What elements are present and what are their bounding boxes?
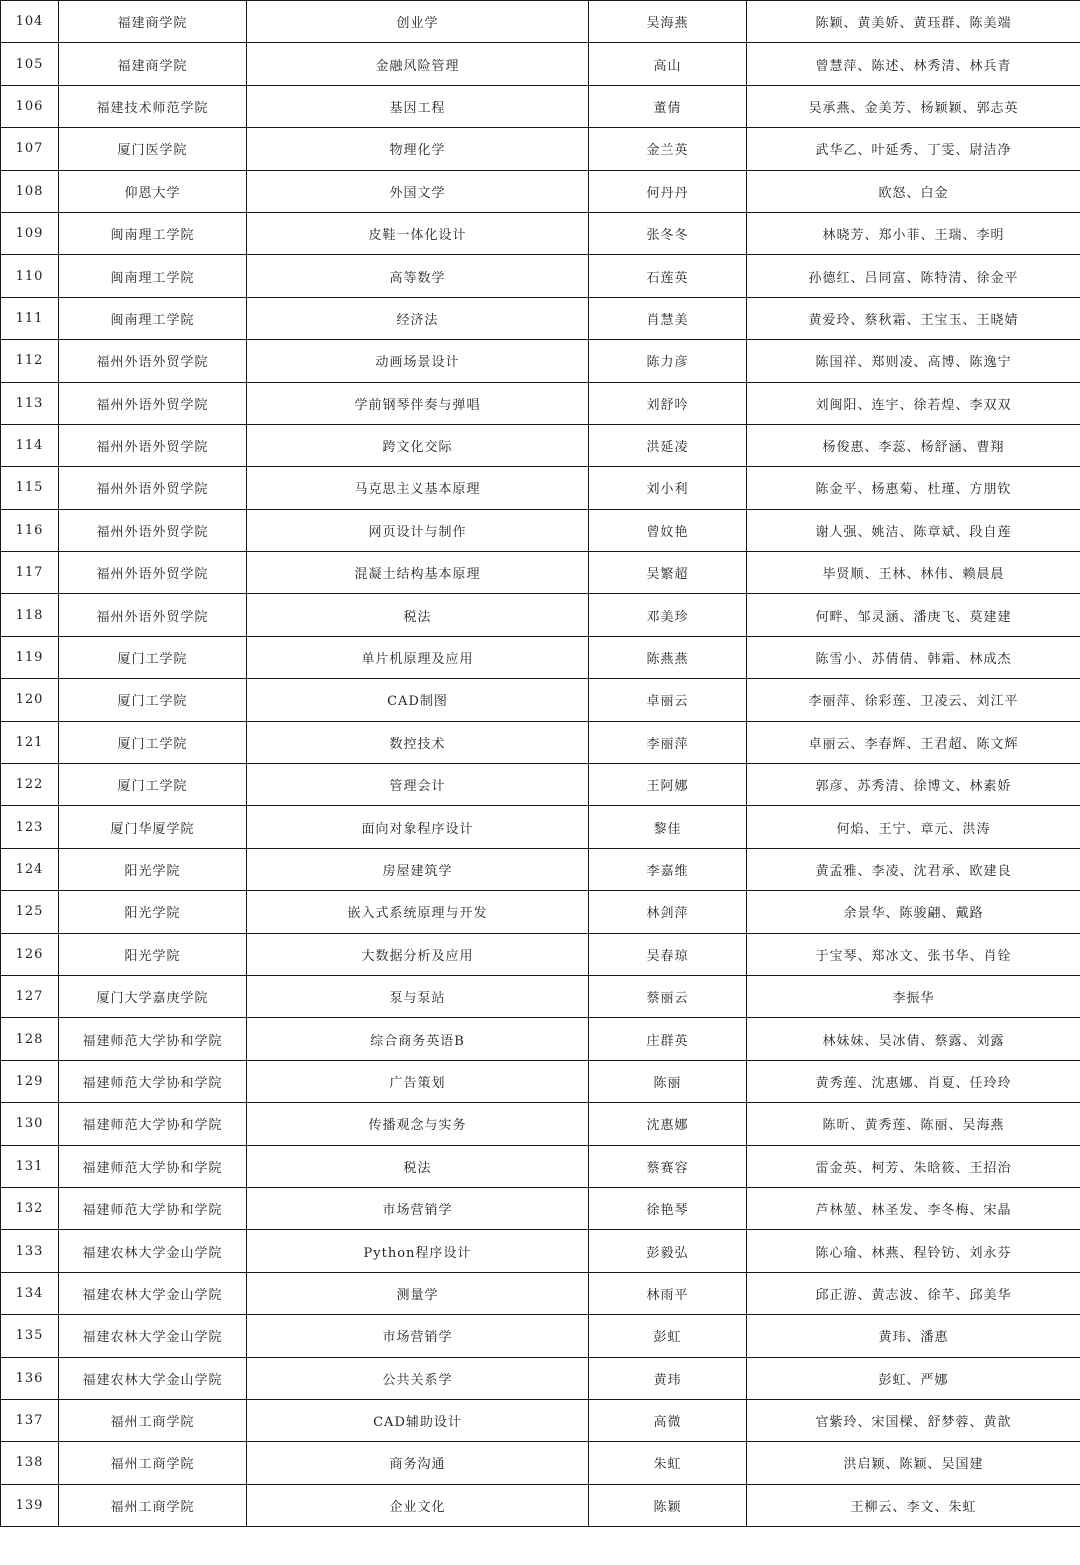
team-members-cell: 雷金英、柯芳、朱晗筱、王招治	[747, 1145, 1080, 1187]
row-number-cell: 108	[1, 170, 59, 212]
table-row	[1, 297, 1080, 339]
course-name-cell: 市场营销学	[247, 1187, 589, 1229]
course-name-cell: 混凝土结构基本原理	[247, 552, 589, 594]
school-cell: 福州外语外贸学院	[59, 594, 247, 636]
course-leader-cell: 刘小利	[589, 467, 747, 509]
team-members-cell: 洪启颖、陈颖、吴国建	[747, 1442, 1080, 1484]
course-leader-cell: 蔡赛容	[589, 1145, 747, 1187]
team-members-cell: 毕贤顺、王林、林伟、赖晨晨	[747, 552, 1080, 594]
table-row	[1, 594, 1080, 636]
course-name-cell: 数控技术	[247, 721, 589, 763]
school-cell: 厦门工学院	[59, 721, 247, 763]
table-row	[1, 1187, 1080, 1229]
school-cell: 福州外语外贸学院	[59, 509, 247, 551]
course-name-cell: 金融风险管理	[247, 43, 589, 85]
course-name-cell: 动画场景设计	[247, 340, 589, 382]
course-leader-cell: 高微	[589, 1399, 747, 1441]
course-name-cell: 管理会计	[247, 764, 589, 806]
course-name-cell: 商务沟通	[247, 1442, 589, 1484]
row-number-cell: 107	[1, 128, 59, 170]
course-leader-cell: 刘舒吟	[589, 382, 747, 424]
team-members-cell: 孙德红、吕同富、陈特清、徐金平	[747, 255, 1080, 297]
table-row	[1, 170, 1080, 212]
table-row	[1, 552, 1080, 594]
school-cell: 福州外语外贸学院	[59, 382, 247, 424]
course-leader-cell: 邓美珍	[589, 594, 747, 636]
row-number-cell: 112	[1, 340, 59, 382]
table-row	[1, 509, 1080, 551]
row-number-cell: 131	[1, 1145, 59, 1187]
row-number-cell: 125	[1, 891, 59, 933]
course-leader-cell: 陈燕燕	[589, 636, 747, 678]
school-cell: 福州外语外贸学院	[59, 424, 247, 466]
school-cell: 福建农林大学金山学院	[59, 1315, 247, 1357]
row-number-cell: 136	[1, 1357, 59, 1399]
team-members-cell: 邱正游、黄志波、徐芊、邱美华	[747, 1272, 1080, 1314]
course-leader-cell: 吴春琼	[589, 933, 747, 975]
team-members-cell: 林晓芳、郑小菲、王瑞、李明	[747, 212, 1080, 254]
school-cell: 福建农林大学金山学院	[59, 1357, 247, 1399]
school-cell: 福建师范大学协和学院	[59, 1103, 247, 1145]
course-name-cell: 物理化学	[247, 128, 589, 170]
course-name-cell: 皮鞋一体化设计	[247, 212, 589, 254]
course-name-cell: 税法	[247, 594, 589, 636]
row-number-cell: 120	[1, 679, 59, 721]
row-number-cell: 138	[1, 1442, 59, 1484]
course-name-cell: 面向对象程序设计	[247, 806, 589, 848]
table-row	[1, 255, 1080, 297]
school-cell: 福州工商学院	[59, 1399, 247, 1441]
table-row	[1, 424, 1080, 466]
table-row	[1, 764, 1080, 806]
course-name-cell: 跨文化交际	[247, 424, 589, 466]
team-members-cell: 吴承燕、金美芳、杨颖颖、郭志英	[747, 85, 1080, 127]
table-body	[1, 1, 1080, 1527]
school-cell: 厦门华厦学院	[59, 806, 247, 848]
course-leader-cell: 陈丽	[589, 1060, 747, 1102]
team-members-cell: 黄秀莲、沈惠娜、肖夏、任玲玲	[747, 1060, 1080, 1102]
school-cell: 阳光学院	[59, 891, 247, 933]
course-leader-cell: 林剑萍	[589, 891, 747, 933]
course-leader-cell: 吴繁超	[589, 552, 747, 594]
course-name-cell: 公共关系学	[247, 1357, 589, 1399]
row-number-cell: 137	[1, 1399, 59, 1441]
school-cell: 福建师范大学协和学院	[59, 1060, 247, 1102]
course-name-cell: 市场营销学	[247, 1315, 589, 1357]
course-name-cell: 大数据分析及应用	[247, 933, 589, 975]
row-number-cell: 135	[1, 1315, 59, 1357]
school-cell: 福建技术师范学院	[59, 85, 247, 127]
row-number-cell: 129	[1, 1060, 59, 1102]
team-members-cell: 陈心瑜、林燕、程铃钫、刘永芬	[747, 1230, 1080, 1272]
course-name-cell: Python程序设计	[247, 1230, 589, 1272]
team-members-cell: 曾慧萍、陈述、林秀清、林兵青	[747, 43, 1080, 85]
table-row	[1, 975, 1080, 1017]
team-members-cell: 陈国祥、郑则凌、高博、陈逸宁	[747, 340, 1080, 382]
course-leader-cell: 黄玮	[589, 1357, 747, 1399]
table-row	[1, 679, 1080, 721]
table-row	[1, 1357, 1080, 1399]
table-row	[1, 1315, 1080, 1357]
row-number-cell: 106	[1, 85, 59, 127]
table-row	[1, 933, 1080, 975]
course-leader-cell: 李嘉维	[589, 848, 747, 890]
course-leader-cell: 陈力彦	[589, 340, 747, 382]
school-cell: 福州外语外贸学院	[59, 467, 247, 509]
course-name-cell: 创业学	[247, 1, 589, 43]
table-row	[1, 382, 1080, 424]
course-name-cell: 学前钢琴伴奏与弹唱	[247, 382, 589, 424]
team-members-cell: 欧怒、白金	[747, 170, 1080, 212]
team-members-cell: 郭彦、苏秀清、徐博文、林素娇	[747, 764, 1080, 806]
table-row	[1, 1442, 1080, 1484]
table-row	[1, 721, 1080, 763]
course-leader-cell: 高山	[589, 43, 747, 85]
row-number-cell: 110	[1, 255, 59, 297]
school-cell: 福建商学院	[59, 1, 247, 43]
row-number-cell: 105	[1, 43, 59, 85]
team-members-cell: 武华乙、叶延秀、丁雯、尉洁净	[747, 128, 1080, 170]
row-number-cell: 130	[1, 1103, 59, 1145]
school-cell: 福州工商学院	[59, 1484, 247, 1526]
course-leader-cell: 石莲英	[589, 255, 747, 297]
row-number-cell: 127	[1, 975, 59, 1017]
course-name-cell: 外国文学	[247, 170, 589, 212]
team-members-cell: 余景华、陈骏翩、戴路	[747, 891, 1080, 933]
team-members-cell: 官紫玲、宋国樑、舒梦蓉、黄歆	[747, 1399, 1080, 1441]
team-members-cell: 黄玮、潘惠	[747, 1315, 1080, 1357]
row-number-cell: 117	[1, 552, 59, 594]
course-leader-cell: 林雨平	[589, 1272, 747, 1314]
row-number-cell: 116	[1, 509, 59, 551]
row-number-cell: 119	[1, 636, 59, 678]
course-leader-cell: 卓丽云	[589, 679, 747, 721]
team-members-cell: 刘闽阳、连宇、徐若煌、李双双	[747, 382, 1080, 424]
team-members-cell: 黄爱玲、蔡秋霜、王宝玉、王晓婧	[747, 297, 1080, 339]
course-name-cell: 房屋建筑学	[247, 848, 589, 890]
table-row	[1, 340, 1080, 382]
school-cell: 福建师范大学协和学院	[59, 1145, 247, 1187]
team-members-cell: 王柳云、李文、朱虹	[747, 1484, 1080, 1526]
row-number-cell: 126	[1, 933, 59, 975]
course-leader-cell: 金兰英	[589, 128, 747, 170]
course-leader-cell: 肖慧美	[589, 297, 747, 339]
row-number-cell: 124	[1, 848, 59, 890]
course-name-cell: CAD制图	[247, 679, 589, 721]
course-leader-cell: 朱虹	[589, 1442, 747, 1484]
course-leader-cell: 陈颖	[589, 1484, 747, 1526]
team-members-cell: 谢人强、姚洁、陈章斌、段自莲	[747, 509, 1080, 551]
school-cell: 阳光学院	[59, 933, 247, 975]
table-row	[1, 1060, 1080, 1102]
table-row	[1, 1, 1080, 43]
school-cell: 福建农林大学金山学院	[59, 1230, 247, 1272]
table-row	[1, 891, 1080, 933]
course-leader-cell: 董倩	[589, 85, 747, 127]
row-number-cell: 104	[1, 1, 59, 43]
course-name-cell: 企业文化	[247, 1484, 589, 1526]
table-row	[1, 1399, 1080, 1441]
course-leader-cell: 徐艳琴	[589, 1187, 747, 1229]
team-members-cell: 卓丽云、李春辉、王君超、陈文辉	[747, 721, 1080, 763]
course-name-cell: 基因工程	[247, 85, 589, 127]
course-leader-cell: 彭毅弘	[589, 1230, 747, 1272]
course-leader-cell: 李丽萍	[589, 721, 747, 763]
school-cell: 福州外语外贸学院	[59, 552, 247, 594]
team-members-cell: 黄孟雅、李凌、沈君承、欧建良	[747, 848, 1080, 890]
row-number-cell: 113	[1, 382, 59, 424]
school-cell: 厦门工学院	[59, 636, 247, 678]
course-name-cell: 网页设计与制作	[247, 509, 589, 551]
course-leader-cell: 吴海燕	[589, 1, 747, 43]
course-name-cell: 经济法	[247, 297, 589, 339]
table-row	[1, 85, 1080, 127]
course-leader-cell: 彭虹	[589, 1315, 747, 1357]
row-number-cell: 109	[1, 212, 59, 254]
team-members-cell: 李丽萍、徐彩莲、卫凌云、刘江平	[747, 679, 1080, 721]
school-cell: 福建农林大学金山学院	[59, 1272, 247, 1314]
table-row	[1, 1145, 1080, 1187]
school-cell: 福建商学院	[59, 43, 247, 85]
row-number-cell: 123	[1, 806, 59, 848]
row-number-cell: 132	[1, 1187, 59, 1229]
row-number-cell: 139	[1, 1484, 59, 1526]
course-name-cell: 单片机原理及应用	[247, 636, 589, 678]
row-number-cell: 111	[1, 297, 59, 339]
school-cell: 阳光学院	[59, 848, 247, 890]
school-cell: 闽南理工学院	[59, 255, 247, 297]
course-leader-cell: 张冬冬	[589, 212, 747, 254]
row-number-cell: 122	[1, 764, 59, 806]
table-row	[1, 1103, 1080, 1145]
school-cell: 闽南理工学院	[59, 212, 247, 254]
team-members-cell: 彭虹、严娜	[747, 1357, 1080, 1399]
school-cell: 福建师范大学协和学院	[59, 1187, 247, 1229]
team-members-cell: 陈颖、黄美娇、黄珏群、陈美端	[747, 1, 1080, 43]
school-cell: 福州工商学院	[59, 1442, 247, 1484]
team-members-cell: 陈金平、杨惠菊、杜瑾、方朋钦	[747, 467, 1080, 509]
row-number-cell: 115	[1, 467, 59, 509]
table-row	[1, 1272, 1080, 1314]
school-cell: 厦门工学院	[59, 679, 247, 721]
table-row	[1, 128, 1080, 170]
course-leader-cell: 王阿娜	[589, 764, 747, 806]
table-row	[1, 1018, 1080, 1060]
course-name-cell: 高等数学	[247, 255, 589, 297]
table-row	[1, 467, 1080, 509]
course-name-cell: 马克思主义基本原理	[247, 467, 589, 509]
team-members-cell: 杨俊惠、李蕊、杨舒涵、曹翔	[747, 424, 1080, 466]
school-cell: 仰恩大学	[59, 170, 247, 212]
team-members-cell: 林妹妹、吴冰倩、蔡露、刘露	[747, 1018, 1080, 1060]
team-members-cell: 李振华	[747, 975, 1080, 1017]
course-name-cell: 税法	[247, 1145, 589, 1187]
row-number-cell: 121	[1, 721, 59, 763]
course-leader-cell: 曾妏艳	[589, 509, 747, 551]
team-members-cell: 于宝琴、郑冰文、张书华、肖铨	[747, 933, 1080, 975]
row-number-cell: 134	[1, 1272, 59, 1314]
course-leader-cell: 蔡丽云	[589, 975, 747, 1017]
course-leader-cell: 黎佳	[589, 806, 747, 848]
team-members-cell: 芦林堃、林圣发、李冬梅、宋晶	[747, 1187, 1080, 1229]
course-leader-cell: 何丹丹	[589, 170, 747, 212]
school-cell: 厦门大学嘉庚学院	[59, 975, 247, 1017]
team-members-cell: 何焰、王宁、章元、洪涛	[747, 806, 1080, 848]
table-row	[1, 43, 1080, 85]
school-cell: 厦门医学院	[59, 128, 247, 170]
school-cell: 福建师范大学协和学院	[59, 1018, 247, 1060]
team-members-cell: 陈昕、黄秀莲、陈丽、吴海燕	[747, 1103, 1080, 1145]
row-number-cell: 114	[1, 424, 59, 466]
team-members-cell: 何畔、邹灵涵、潘庚飞、莫建建	[747, 594, 1080, 636]
table-row	[1, 848, 1080, 890]
course-name-cell: 广告策划	[247, 1060, 589, 1102]
course-name-cell: 传播观念与实务	[247, 1103, 589, 1145]
school-cell: 福州外语外贸学院	[59, 340, 247, 382]
course-leader-cell: 洪延凌	[589, 424, 747, 466]
course-name-cell: 综合商务英语B	[247, 1018, 589, 1060]
table-row	[1, 212, 1080, 254]
course-name-cell: 嵌入式系统原理与开发	[247, 891, 589, 933]
school-cell: 厦门工学院	[59, 764, 247, 806]
team-members-cell: 陈雪小、苏倩倩、韩霜、林成杰	[747, 636, 1080, 678]
table-row	[1, 636, 1080, 678]
row-number-cell: 133	[1, 1230, 59, 1272]
course-name-cell: 测量学	[247, 1272, 589, 1314]
table-row	[1, 1230, 1080, 1272]
school-cell: 闽南理工学院	[59, 297, 247, 339]
course-name-cell: 泵与泵站	[247, 975, 589, 1017]
row-number-cell: 118	[1, 594, 59, 636]
course-leader-cell: 沈惠娜	[589, 1103, 747, 1145]
table-row	[1, 1484, 1080, 1526]
course-leader-cell: 庄群英	[589, 1018, 747, 1060]
table-row	[1, 806, 1080, 848]
row-number-cell: 128	[1, 1018, 59, 1060]
course-name-cell: CAD辅助设计	[247, 1399, 589, 1441]
